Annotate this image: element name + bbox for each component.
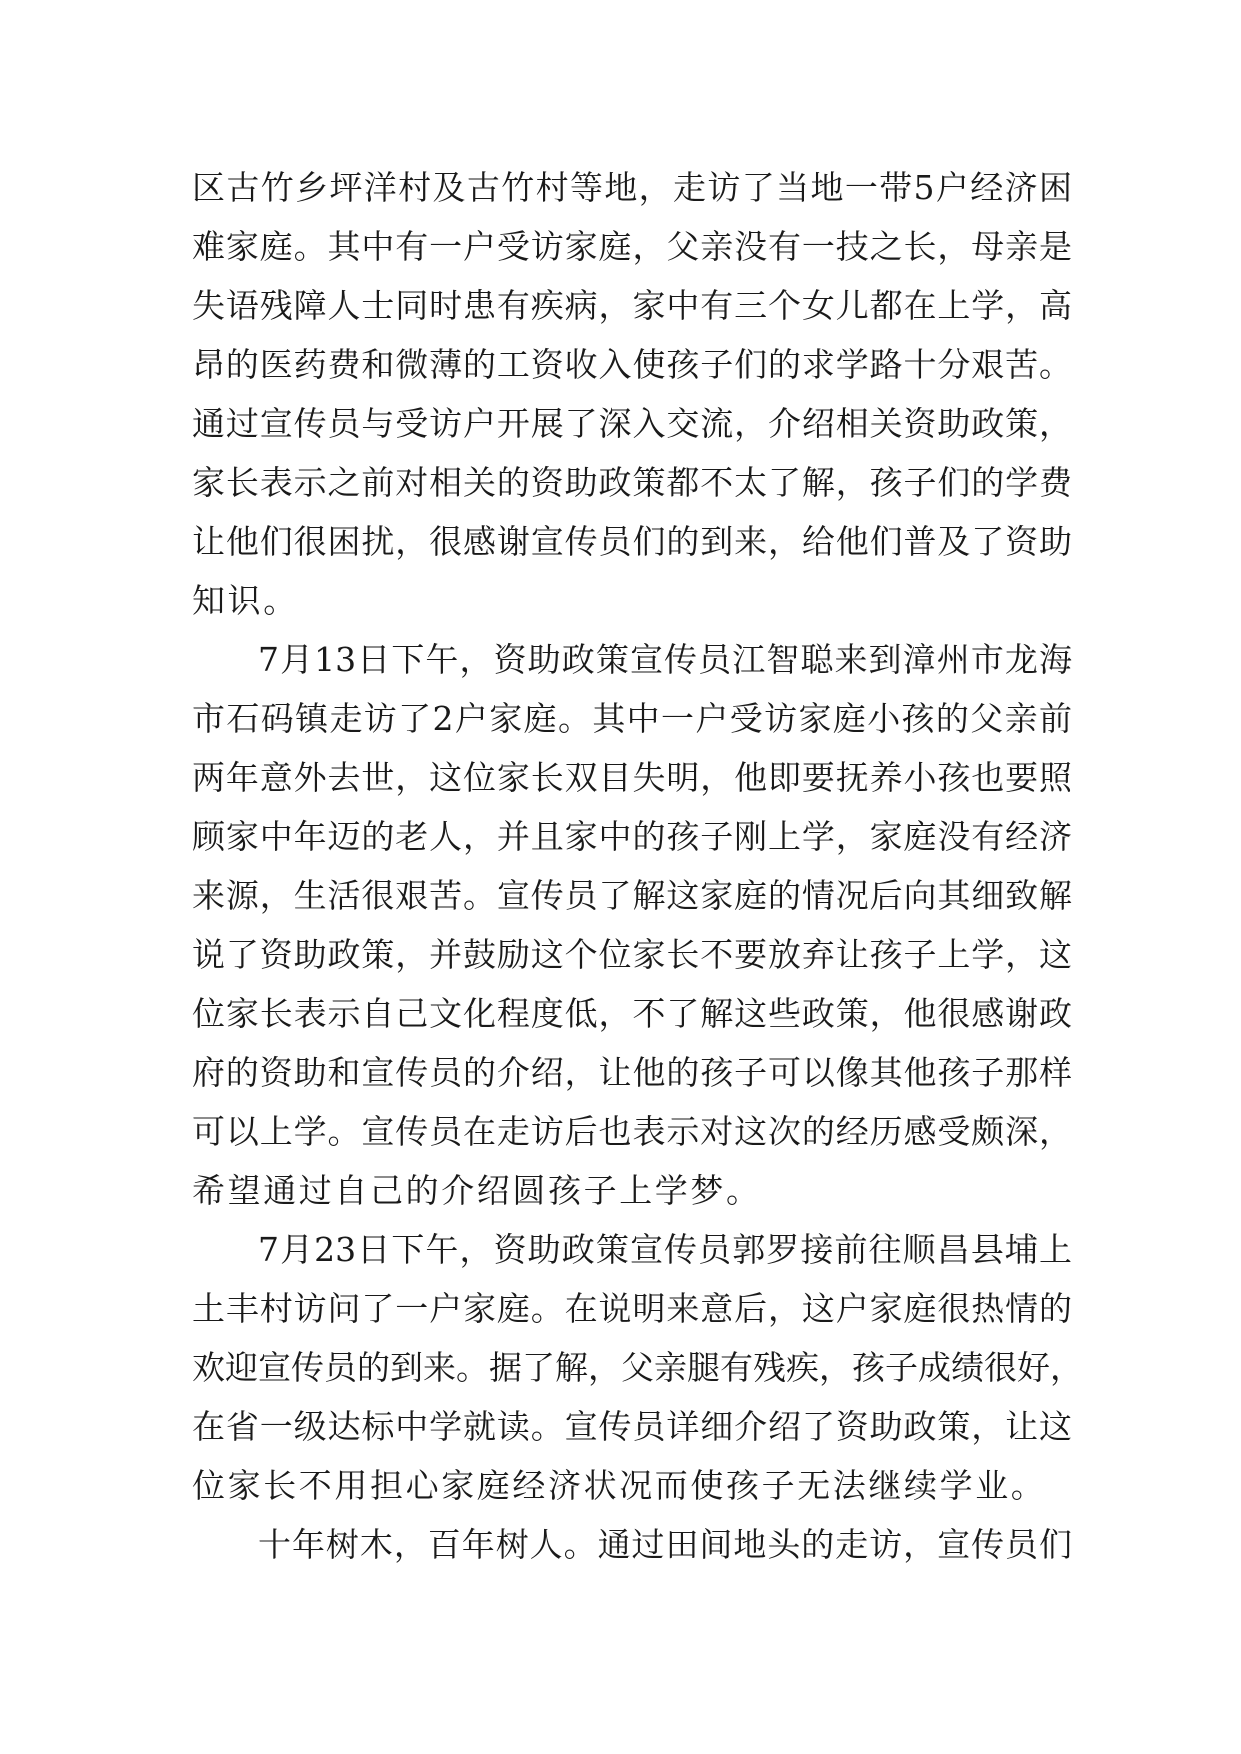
paragraph-first-line: 十年树木，百年树人。通过田间地头的走访，宣传员们 [258, 1525, 1072, 1564]
text-line: 顾家中年迈的老人，并且家中的孩子刚上学，家庭没有经济 [192, 817, 1072, 856]
body-text [192, 158, 1083, 1574]
text-line: 难家庭。其中有一户受访家庭，父亲没有一技之长，母亲是 [192, 227, 1072, 266]
text-line: 位家长不用担心家庭经济状况而使孩子无法继续学业。 [192, 1466, 1047, 1505]
text-line: 在省一级达标中学就读。宣传员详细介绍了资助政策，让这 [192, 1407, 1072, 1446]
text-line: 府的资助和宣传员的介绍，让他的孩子可以像其他孩子那样 [192, 1053, 1072, 1092]
text-line: 区古竹乡坪洋村及古竹村等地，走访了当地一带5户经济困 [192, 168, 1072, 207]
text-line: 市石码镇走访了2户家庭。其中一户受访家庭小孩的父亲前 [192, 699, 1072, 738]
text-line: 让他们很困扰，很感谢宣传员们的到来，给他们普及了资助 [192, 522, 1072, 561]
text-line: 欢迎宣传员的到来。据了解，父亲腿有残疾，孩子成绩很好， [192, 1348, 1083, 1387]
text-line: 两年意外去世，这位家长双目失明，他即要抚养小孩也要照 [192, 758, 1072, 797]
text-line: 位家长表示自己文化程度低，不了解这些政策，他很感谢政 [192, 994, 1072, 1033]
text-line: 通过宣传员与受访户开展了深入交流，介绍相关资助政策， [192, 404, 1072, 443]
text-line: 可以上学。宣传员在走访后也表示对这次的经历感受颇深， [192, 1112, 1072, 1151]
text-line: 来源，生活很艰苦。宣传员了解这家庭的情况后向其细致解 [192, 876, 1072, 915]
text-line: 昂的医药费和微薄的工资收入使孩子们的求学路十分艰苦。 [192, 345, 1072, 384]
text-line: 土丰村访问了一户家庭。在说明来意后，这户家庭很热情的 [192, 1289, 1072, 1328]
text-line: 希望通过自己的介绍圆孩子上学梦。 [192, 1171, 762, 1210]
text-line: 知识。 [192, 581, 299, 620]
paragraph-first-line: 7月23日下午，资助政策宣传员郭罗接前往顺昌县埔上 [258, 1230, 1072, 1269]
paragraph-first-line: 7月13日下午，资助政策宣传员江智聪来到漳州市龙海 [258, 640, 1072, 679]
text-line: 失语残障人士同时患有疾病，家中有三个女儿都在上学，高 [192, 286, 1072, 325]
text-line: 家长表示之前对相关的资助政策都不太了解，孩子们的学费 [192, 463, 1072, 502]
text-line: 说了资助政策，并鼓励这个位家长不要放弃让孩子上学，这 [192, 935, 1072, 974]
